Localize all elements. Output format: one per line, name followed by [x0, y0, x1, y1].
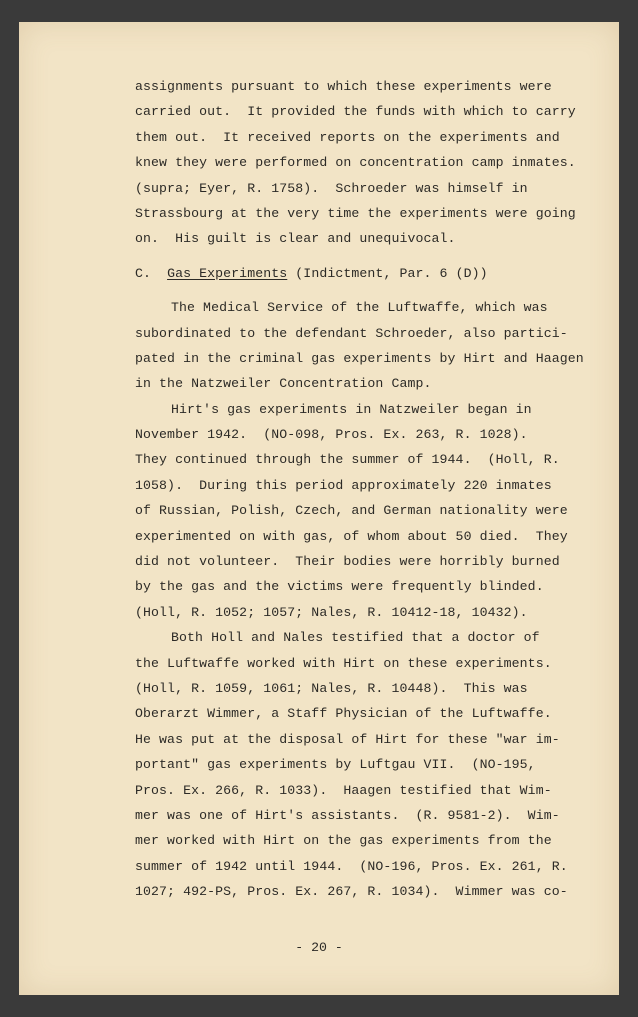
text-line: (Holl, R. 1059, 1061; Nales, R. 10448). This was	[135, 680, 528, 696]
text-line: November 1942. (NO-098, Pros. Ex. 263, R. 1028).	[135, 427, 528, 443]
text-line: the Luftwaffe worked with Hirt on these experiments.	[135, 655, 552, 671]
text-line: mer was one of Hirt's assistants. (R. 9581-2). Wim-	[135, 807, 560, 823]
text-line: assignments pursuant to which these experiments were	[135, 79, 552, 94]
text-line: carried out. It provided the funds with which to carry	[135, 104, 576, 120]
section-suffix: (Indictment, Par. 6 (D))	[295, 265, 488, 281]
section-heading	[135, 261, 605, 286]
body-text	[135, 74, 605, 905]
text-line: 1058). During this period approximately 220 inmates	[135, 477, 552, 493]
text-line: on. His guilt is clear and unequivocal.	[135, 231, 456, 247]
text-line: in the Natzweiler Concentration Camp.	[135, 376, 432, 392]
text-line: pated in the criminal gas experiments by Hirt and Haagen	[135, 350, 584, 366]
text-line: them out. It received reports on the experiments and	[135, 129, 560, 145]
text-line: (Holl, R. 1052; 1057; Nales, R. 10412-18, 10432).	[135, 604, 528, 620]
document-page	[19, 22, 619, 995]
text-line: Both Holl and Nales testified that a doctor of	[171, 630, 540, 646]
text-line: mer worked with Hirt on the gas experiments from the	[135, 833, 552, 849]
page-number: - 20 -	[295, 940, 343, 955]
section-letter: C.	[135, 265, 152, 281]
text-line: of Russian, Polish, Czech, and German nationality were	[135, 503, 568, 519]
text-line: Pros. Ex. 266, R. 1033). Haagen testified that Wim-	[135, 782, 552, 798]
text-line: subordinated to the defendant Schroeder, also partici-	[135, 325, 568, 341]
section-title: Gas Experiments	[167, 265, 288, 281]
text-line: Hirt's gas experiments in Natzweiler began in	[171, 401, 532, 417]
text-line: portant" gas experiments by Luftgau VII. (NO-195,	[135, 757, 536, 773]
text-line: They continued through the summer of 1944. (Holl, R.	[135, 452, 560, 468]
text-line: 1027; 492-PS, Pros. Ex. 267, R. 1034). Wimmer was co-	[135, 884, 568, 900]
text-line: knew they were performed on concentration camp inmates.	[135, 155, 576, 171]
text-line: He was put at the disposal of Hirt for these "war im-	[135, 731, 560, 747]
text-line: (supra; Eyer, R. 1758). Schroeder was himself in	[135, 180, 528, 196]
text-line: experimented on with gas, of whom about 50 died. They	[135, 528, 568, 544]
text-line: Oberarzt Wimmer, a Staff Physician of the Luftwaffe.	[135, 706, 552, 722]
text-line: did not volunteer. Their bodies were horribly burned	[135, 554, 560, 570]
text-line: The Medical Service of the Luftwaffe, which was	[171, 300, 548, 316]
text-line: summer of 1942 until 1944. (NO-196, Pros. Ex. 261, R.	[135, 858, 568, 874]
text-line: by the gas and the victims were frequently blinded.	[135, 579, 544, 595]
text-line: Strassbourg at the very time the experiments were going	[135, 205, 576, 221]
